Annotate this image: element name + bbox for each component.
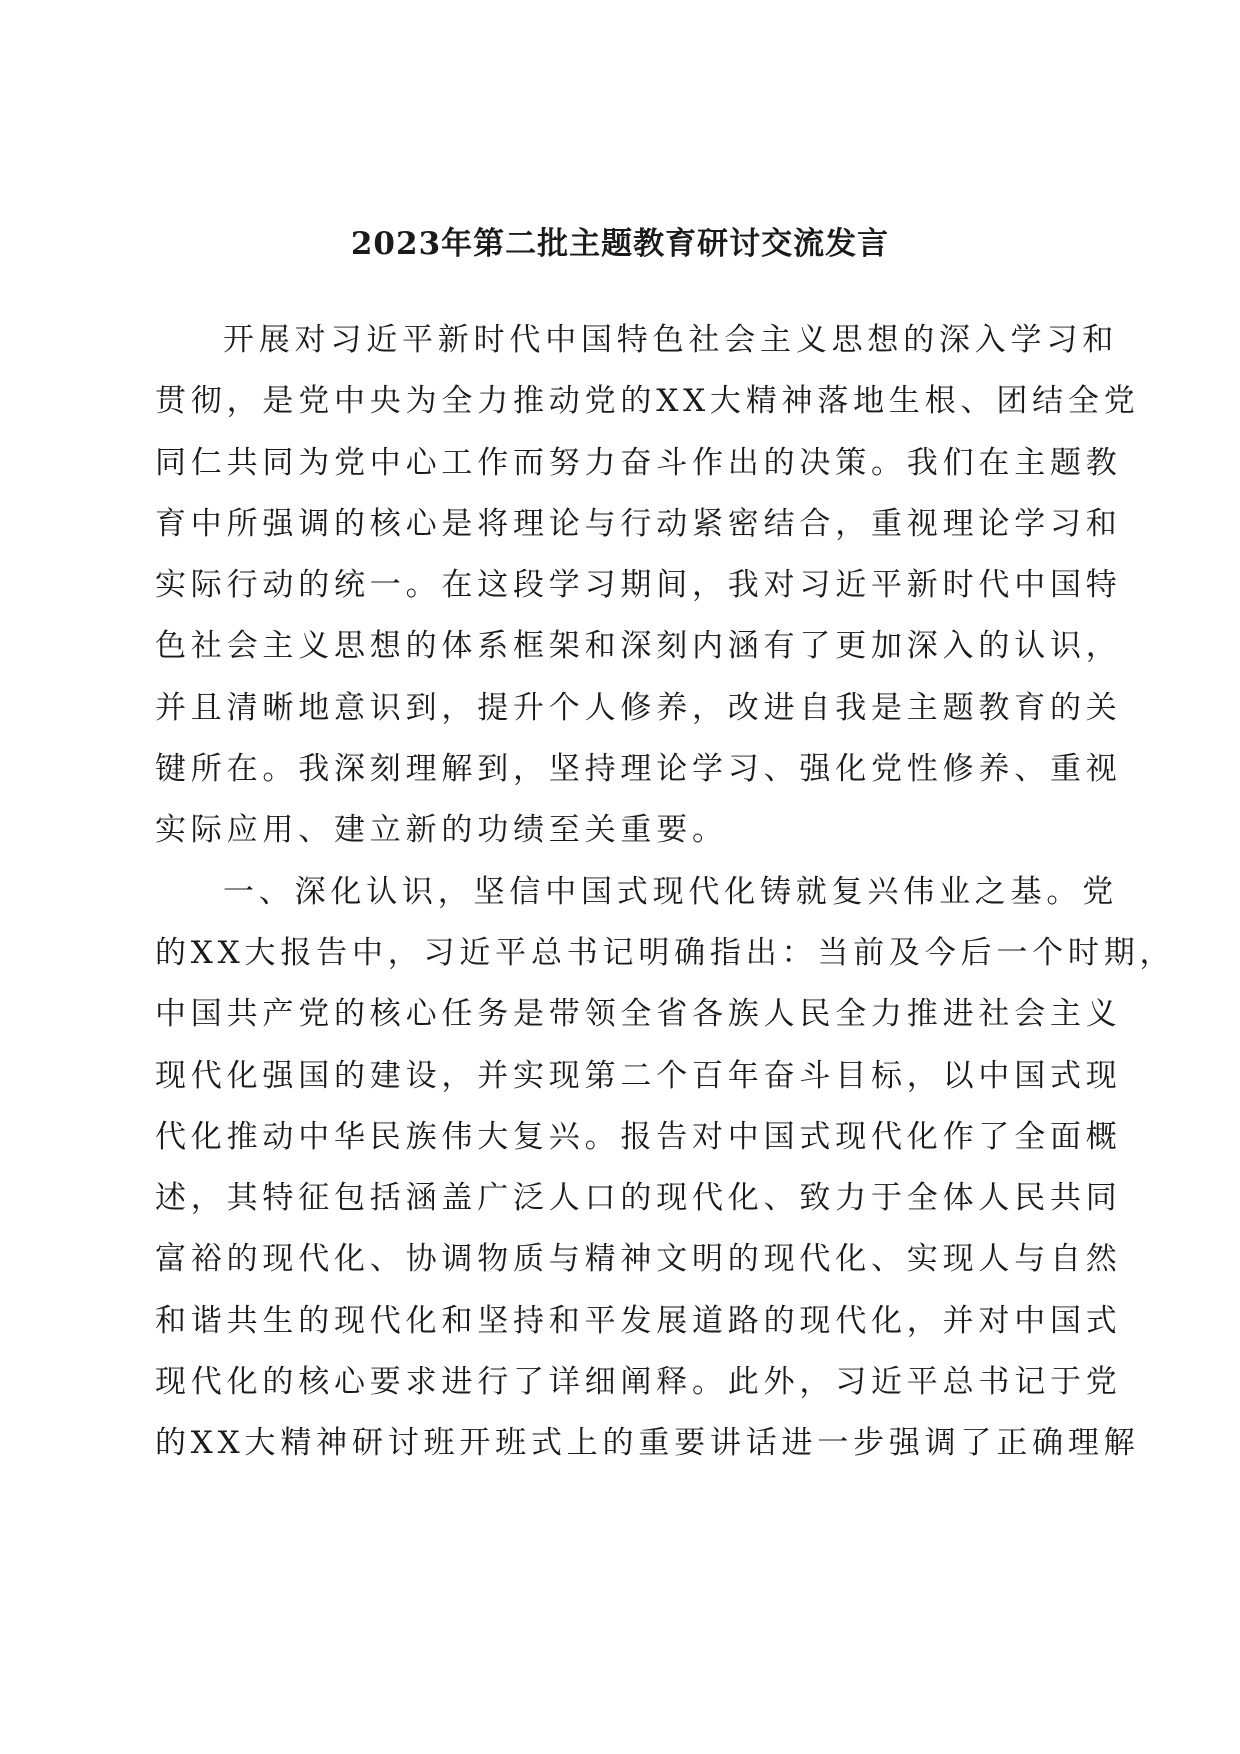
paragraph-2-line-6: 述，其特征包括涵盖广泛人口的现代化、致力于全体人民共同	[155, 1180, 1122, 1217]
paragraph-1-line-4: 育中所强调的核心是将理论与行动紧密结合，重视理论学习和	[155, 505, 1122, 542]
paragraph-2-line-4: 现代化强国的建设，并实现第二个百年奋斗目标，以中国式现	[155, 1057, 1122, 1094]
document-body	[155, 318, 1176, 1483]
paragraph-2-line-3: 中国共产党的核心任务是带领全省各族人民全力推进社会主义	[155, 996, 1122, 1033]
paragraph-1-line-1: 开展对习近平新时代中国特色社会主义思想的深入学习和	[223, 322, 1118, 358]
paragraph-1-line-9: 实际应用、建立新的功绩至关重要。	[155, 812, 728, 849]
paragraph-1-line-8: 键所在。我深刻理解到，坚持理论学习、强化党性修养、重视	[155, 751, 1122, 788]
paragraph-2-line-10: 的XX大精神研讨班开班式上的重要讲话进一步强调了正确理解	[155, 1425, 1140, 1462]
paragraph-2-line-1: 一、深化认识，坚信中国式现代化铸就复兴伟业之基。党	[223, 873, 1118, 910]
paragraph-1-line-5: 实际行动的统一。在这段学习期间，我对习近平新时代中国特	[155, 567, 1122, 604]
paragraph-1-line-6: 色社会主义思想的体系框架和深刻内涵有了更加深入的认识，	[155, 628, 1122, 665]
paragraph-2-line-8: 和谐共生的现代化和坚持和平发展道路的现代化，并对中国式	[155, 1302, 1122, 1339]
paragraph-2-line-9: 现代化的核心要求进行了详细阐释。此外，习近平总书记于党	[155, 1364, 1122, 1401]
paragraph-1-line-3: 同仁共同为党中心工作而努力奋斗作出的决策。我们在主题教	[155, 444, 1122, 481]
document-title: 2023年第二批主题教育研讨交流发言	[350, 226, 890, 262]
paragraph-1-line-2: 贯彻，是党中央为全力推动党的XX大精神落地生根、团结全党	[155, 383, 1140, 420]
paragraph-1-line-7: 并且清晰地意识到，提升个人修养，改进自我是主题教育的关	[155, 689, 1122, 726]
paragraph-2-line-7: 富裕的现代化、协调物质与精神文明的现代化、实现人与自然	[155, 1241, 1122, 1278]
paragraph-2-line-2: 的XX大报告中，习近平总书记明确指出：当前及今后一个时期，	[155, 934, 1176, 971]
paragraph-2-line-5: 代化推动中华民族伟大复兴。报告对中国式现代化作了全面概	[155, 1118, 1122, 1155]
